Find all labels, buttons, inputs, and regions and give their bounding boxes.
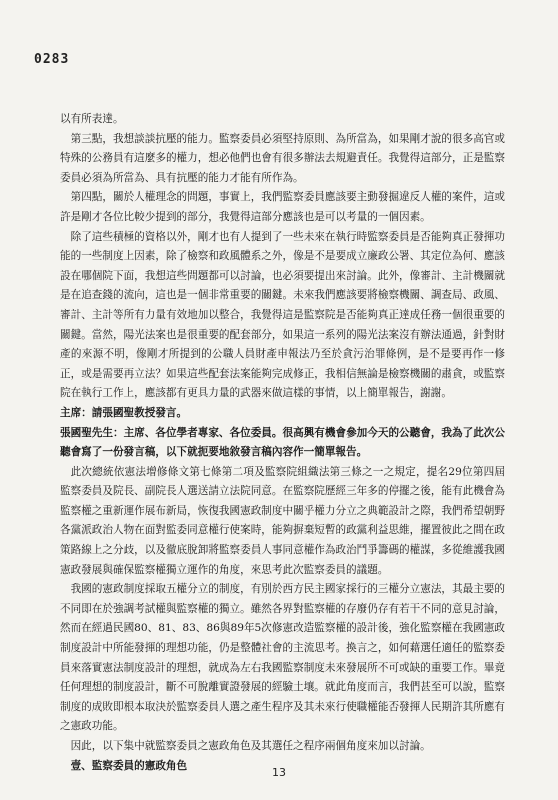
paragraph-continuation: 以有所表達。 [60, 113, 124, 125]
section-heading: 壹、監察委員的憲政角色 [70, 759, 188, 772]
chair-remark: 主席：請張國聖教授發言。 [60, 406, 188, 419]
document-page-code: 0283 [34, 52, 70, 67]
paragraph-point-four: 第四點，關於人權理念的問題，事實上，我們監察委員應該要主動發掘違反人權的案件，這或許是剛才各位比較少提到的部分，我覺得這部分應該也是可以考量的一個因素。 [60, 191, 505, 223]
paragraph-institutional-factors: 除了這些積極的資格以外，剛才也有人提到了一些未來在執行時監察委員是否能夠真正發揮功能的一些制度上因素，除了檢察和政風體系之外，像是不是要成立廉政公署、其定位為何、應該設在哪個院下面，我想這些問題都可以討論，也必須要提出來討論。此外，像審計、主計機關就是在追查錢的流向，這也是一個非常重要的關鍵。未來我們應該要將檢察機關、調查局、政風、審計、主計等所有力量有效地加以整合，我覺得這是監察院是否能夠真正達成任務一個很重要的關鍵。當然，陽光法案也是很重要的配套部分，如果這一系列的陽光法案沒有辦法通過，針對財產的來源不明，像剛才所提到的公職人員財產申報法乃至於貪污治罪條例，是不是要再作一修正，或是需要再立法？如果這些配套法案能夠完成修正，我相信無論是檢察機關的肅貪，或監察院在執行工作上，應該都有更具力量的武器來做這樣的事情，以上簡單報告，謝謝。 [60, 230, 505, 400]
paragraph-five-power-system: 我國的憲政制度採取五權分立的制度，有別於西方民主國家採行的三權分立憲法，其最主要的不同即在於強調考試權與監察權的獨立。雖然各界對監察權的存廢仍存有若干不同的意見討論，然而在經過民國80、81、83、86與89年5次修憲改造監察權的設計後，強化監察權在我國憲政制度設計中所能發揮的理想功能，仍是整體社會的主流思考。換言之，如何藉選任適任的監察委員來落實憲法制度設計的理想，就成為左右我國監察制度未來發展所不可或缺的重要工作。畢竟任何理想的制度設計，斷不可脫離實證發展的經驗土壤。就此角度而言，我們甚至可以說，監察制度的成敗即根本取決於監察委員人選之產生程序及其未來行使職權能否發揮人民期許其所應有之憲政功能。 [60, 583, 505, 733]
page-number: 13 [272, 766, 286, 779]
paragraph-nomination: 此次總統依憲法增修條文第七條第二項及監察院組織法第三條之一之規定，提名29位第四屆監察委員及院長、副院長人選送請立法院同意。在監察院歷經三年多的停擺之後，能有此機會為監察權之重新運作展布新局，恢復我國憲政制度中關乎權力分立之典範設計之際，我們希望朝野各黨派政治人物在面對監委同意權行使案時，能夠摒棄短暫的政黨利益思維，擺置彼此之間在政策路線上之分歧，以及徹底脫卸將監察委員人事同意權作為政治鬥爭籌碼的權謀，多從維護我國憲政發展與確保監察權獨立運作的角度，來思考此次監察委員的議題。 [60, 465, 505, 576]
paragraph-point-three: 第三點，我想談談抗壓的能力。監察委員必須堅持原則、為所當為，如果剛才說的很多高官或特殊的公務員有這麼多的權力，想必他們也會有很多辦法去規避責任。我覺得這部分，正是監察委員必須為所當為、具有抗壓的能力才能有所作為。 [60, 132, 505, 184]
speaker-opening: 張國聖先生：主席、各位學者專家、各位委員。很高興有機會參加今天的公聽會，我為了此次公聽會寫了一份發言稿，以下就扼要地敘發言稿內容作一簡單報告。 [60, 426, 505, 459]
document-body [60, 110, 505, 776]
paragraph-transition: 因此，以下集中就監察委員之憲政角色及其選任之程序兩個角度來加以討論。 [70, 740, 431, 752]
